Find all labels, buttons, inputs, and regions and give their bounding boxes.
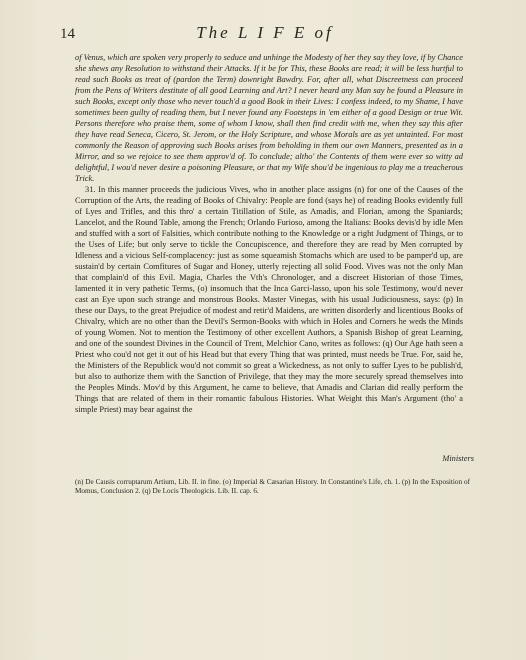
- paragraph-31: 31. In this manner proceeds the judicious Vives, who in another place assigns (n) for one of the Causes of the Corruption of the Arts, the reading of Books of Chivalry: People are fond (says he) of reading Books evidently full of Lyes and Trifles, and this thro' a certain Titillation of Stile, as Amadis, and Florian, among the Spaniards; Lancelot, and the Round Table, among the French; Orlando Furioso, among the Italians: Books devis'd by idle Men and stuffed with a sort of Falsities, which contribute nothing to the Knowledge or a right Judgment of Things, or to the Uses of Life; but only serve to tickle the Concupiscence, and therefore they are read by Men corrupted by Idleness and a vicious Self-complacency: just as some squeamish Stomachs which are used to be pamper'd up, are sustain'd by certain Comfitures of Sugar and Honey, utterly rejecting all solid Food. Vives was not the only Man that complain'd of this Evil. Magia, Charles the Vth's Chronologer, and a discreet Historian of those Times, lamented it in very pathetic Terms, (o) insomuch that the Inca Garci-lasso, upon his sole Testimony, wou'd never cast an Eye upon such strange and monstrous Books. Master Vinegas, with his usual Judiciousness, says: (p) In these our Days, to the great Prejudice of modest and retir'd Maidens, are written disorderly and licentious Books of Chivalry, which are no other than the Devil's Sermon-Books with which in Holes and Corners he weds the Minds of young Women. Not to mention the Testimony of other excellent Authors, a Spanish Bishop of great Learning, and one of the soundest Divines in the Council of Trent, Melchior Cano, writes as follows: (q) Our Age hath seen a Priest who cou'd not get it out of his Head but that every Thing that was printed, must needs be True. For, said he, the Ministers of the Republick wou'd not commit so great a Wickedness, as not only to suffer Lyes to be publish'd, but also to authorize them with the Sanction of Privilege, that they may the more securely spread themselves into the Peoples Minds. Mov'd by this Argument, he came to believe, that Amadis and Clarian did really perform the Things that are related of them in their romantic fabulous Histories. What Weight this Man's Argument (tho' a simple Priest) may bear against the: [75, 185, 463, 414]
- catchword: Ministers: [442, 454, 474, 463]
- footnotes: (n) De Causis corruptarum Artium, Lib. II. in fine. (o) Imperial & Cæsarian History. In Constantine's Life, ch. 1. (p) In the Exposition of Momus, Conclusion 2. (q) De Locis Theologicis. Lib. II. cap. 6.: [75, 478, 470, 495]
- body-text: [75, 52, 463, 415]
- quoted-passage: of Venus, which are spoken very properly to seduce and unhinge the Modesty of her they say they love, if by Chance she shews any Resolution to withstand their Attacks. If it be for This, these Books are read; it will be less hurtful to read such Books as treat of (pardon the Term) downright Bawdry. For, after all, what Discreetness can proceed from the Pens of Writers destitute of all good Learning and Art? I never heard any Man say he found a Pleasure in such Books, except only those who never touch'd a good Book in their Lives: I confess indeed, to my Shame, I have sometimes been guilty of reading them, but I never found any Footsteps in 'em either of a good Design or true Wit. Persons therefore who praise them, some of whom I know, shall then find credit with me, when they say this after they have read Seneca, Cicero, St. Jerom, or the Holy Scripture, and whose Morals are as yet untainted. For most commonly the Reason of approving such Books arises from beholding in them our own Manners, presented as in a Mirror, and so we rejoice to see them approv'd of. To conclude; altho' the Contents of them were ever so witty ad delightful, I wou'd never desire a poisoning Pleasure, or that my Wife shou'd be ingenious to play me a treacherous Trick.: [75, 53, 463, 183]
- page-number: 14: [60, 26, 75, 42]
- running-title: The L I F E of: [196, 23, 334, 42]
- page-header: [60, 23, 470, 46]
